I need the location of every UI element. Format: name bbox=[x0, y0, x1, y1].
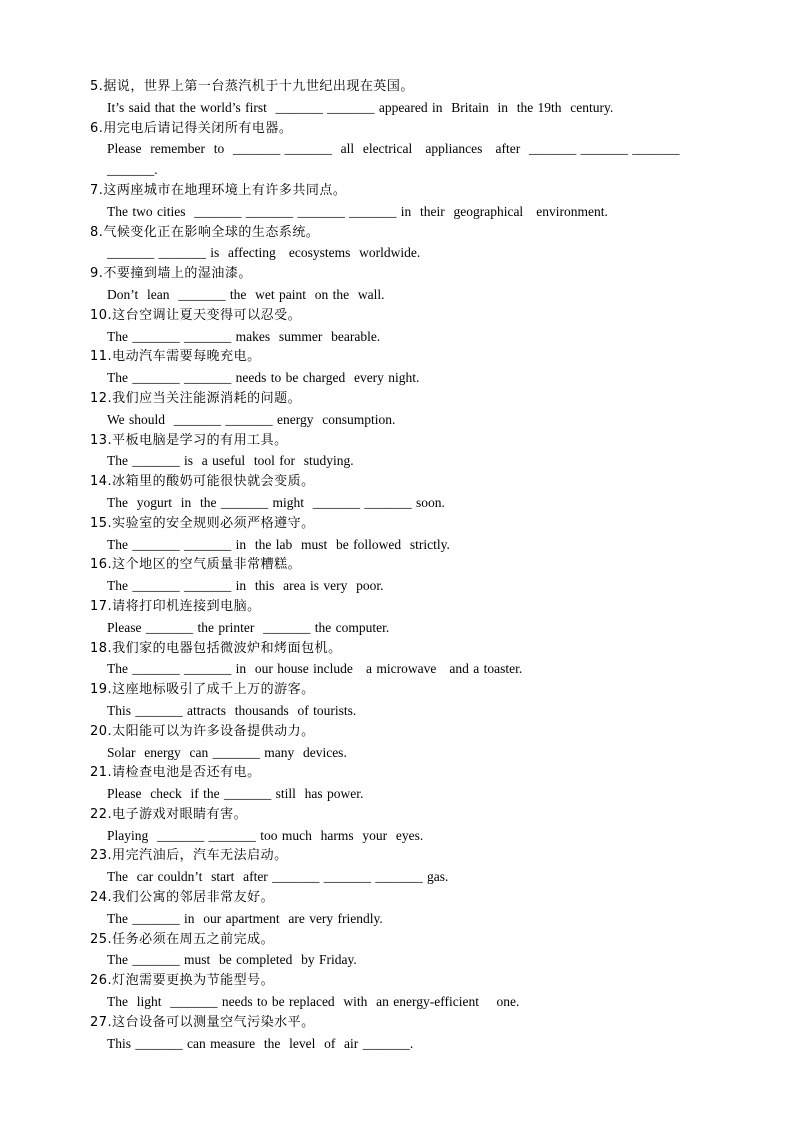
english-sentence: Please check if the _______ still has power. bbox=[107, 786, 364, 802]
exercise-item bbox=[90, 1013, 720, 1055]
chinese-prompt: 17.请将打印机连接到电脑。 bbox=[90, 598, 261, 614]
english-sentence: Playing _______ _______ too much harms your eyes. bbox=[107, 827, 424, 843]
exercise-item bbox=[90, 555, 720, 597]
chinese-prompt: 6.用完电后请记得关闭所有电器。 bbox=[90, 120, 293, 136]
exercise-item bbox=[90, 971, 720, 1013]
english-sentence: The _______ in our apartment are very friendly. bbox=[107, 910, 383, 926]
exercise-list bbox=[90, 77, 720, 1054]
english-sentence: Please remember to _______ _______ all electrical appliances after _______ _______ _______ _______. bbox=[107, 141, 684, 178]
chinese-prompt: 14.冰箱里的酸奶可能很快就会变质。 bbox=[90, 474, 315, 490]
english-sentence: The _______ is a useful tool for studying. bbox=[107, 453, 354, 469]
chinese-prompt: 19.这座地标吸引了成千上万的游客。 bbox=[90, 682, 315, 698]
exercise-item bbox=[90, 119, 720, 181]
exercise-item bbox=[90, 763, 720, 805]
exercise-item bbox=[90, 77, 720, 119]
chinese-prompt: 9.不要撞到墙上的湿油漆。 bbox=[90, 266, 252, 282]
english-sentence: The _______ _______ needs to be charged every night. bbox=[107, 370, 420, 386]
english-sentence: This _______ attracts thousands of tourists. bbox=[107, 702, 357, 718]
exercise-item bbox=[90, 223, 720, 265]
chinese-prompt: 18.我们家的电器包括微波炉和烤面包机。 bbox=[90, 640, 342, 656]
english-sentence: This _______ can measure the level of air _______. bbox=[107, 1035, 414, 1051]
exercise-item bbox=[90, 472, 720, 514]
chinese-prompt: 11.电动汽车需要每晚充电。 bbox=[90, 349, 261, 365]
exercise-item bbox=[90, 181, 720, 223]
exercise-item bbox=[90, 805, 720, 847]
chinese-prompt: 13.平板电脑是学习的有用工具。 bbox=[90, 432, 288, 448]
chinese-prompt: 10.这台空调让夏天变得可以忍受。 bbox=[90, 307, 302, 323]
exercise-item bbox=[90, 639, 720, 681]
exercise-item bbox=[90, 306, 720, 348]
english-sentence: The car couldn’t start after _______ _______ _______ gas. bbox=[107, 869, 449, 885]
exercise-item bbox=[90, 846, 720, 888]
english-sentence: _______ _______ is affecting ecosystems worldwide. bbox=[107, 245, 421, 261]
english-sentence: Don’t lean _______ the wet paint on the wall. bbox=[107, 286, 385, 302]
english-sentence: The light _______ needs to be replaced with an energy-efficient one. bbox=[107, 994, 520, 1010]
exercise-item bbox=[90, 930, 720, 972]
exercise-item bbox=[90, 680, 720, 722]
exercise-item bbox=[90, 597, 720, 639]
chinese-prompt: 7.这两座城市在地理环境上有许多共同点。 bbox=[90, 182, 347, 198]
english-sentence: The yogurt in the _______ might _______ _______ soon. bbox=[107, 494, 445, 510]
chinese-prompt: 26.灯泡需要更换为节能型号。 bbox=[90, 973, 275, 989]
exercise-item bbox=[90, 264, 720, 306]
english-sentence: The _______ must be completed by Friday. bbox=[107, 952, 357, 968]
english-sentence: The two cities _______ _______ _______ _______ in their geographical environment. bbox=[107, 203, 608, 219]
exercise-item bbox=[90, 347, 720, 389]
exercise-item bbox=[90, 389, 720, 431]
chinese-prompt: 21.请检查电池是否还有电。 bbox=[90, 765, 261, 781]
chinese-prompt: 23.用完汽油后，汽车无法启动。 bbox=[90, 848, 288, 864]
english-sentence: The _______ _______ in our house include a microwave and a toaster. bbox=[107, 661, 523, 677]
chinese-prompt: 5.据说，世界上第一台蒸汽机于十九世纪出现在英国。 bbox=[90, 79, 414, 94]
chinese-prompt: 22.电子游戏对眼睛有害。 bbox=[90, 806, 248, 822]
chinese-prompt: 16.这个地区的空气质量非常糟糕。 bbox=[90, 557, 302, 573]
english-sentence: Solar energy can _______ many devices. bbox=[107, 744, 347, 760]
chinese-prompt: 8.气候变化正在影响全球的生态系统。 bbox=[90, 224, 320, 240]
english-sentence: It’s said that the world’s first _______ _______ appeared in Britain in the 19th century. bbox=[107, 99, 614, 115]
chinese-prompt: 15.实验室的安全规则必须严格遵守。 bbox=[90, 515, 315, 531]
chinese-prompt: 25.任务必须在周五之前完成。 bbox=[90, 931, 275, 947]
exercise-item bbox=[90, 888, 720, 930]
chinese-prompt: 12.我们应当关注能源消耗的问题。 bbox=[90, 390, 302, 406]
chinese-prompt: 20.太阳能可以为许多设备提供动力。 bbox=[90, 723, 315, 739]
exercise-item bbox=[90, 514, 720, 556]
chinese-prompt: 24.我们公寓的邻居非常友好。 bbox=[90, 890, 275, 906]
english-sentence: The _______ _______ in this area is very poor. bbox=[107, 578, 384, 594]
exercise-item bbox=[90, 722, 720, 764]
chinese-prompt: 27.这台设备可以测量空气污染水平。 bbox=[90, 1014, 315, 1030]
english-sentence: The _______ _______ in the lab must be followed strictly. bbox=[107, 536, 450, 552]
exercise-item bbox=[90, 431, 720, 473]
english-sentence: The _______ _______ makes summer bearable. bbox=[107, 328, 381, 344]
english-sentence: We should _______ _______ energy consumption. bbox=[107, 411, 396, 427]
english-sentence: Please _______ the printer _______ the computer. bbox=[107, 619, 390, 635]
